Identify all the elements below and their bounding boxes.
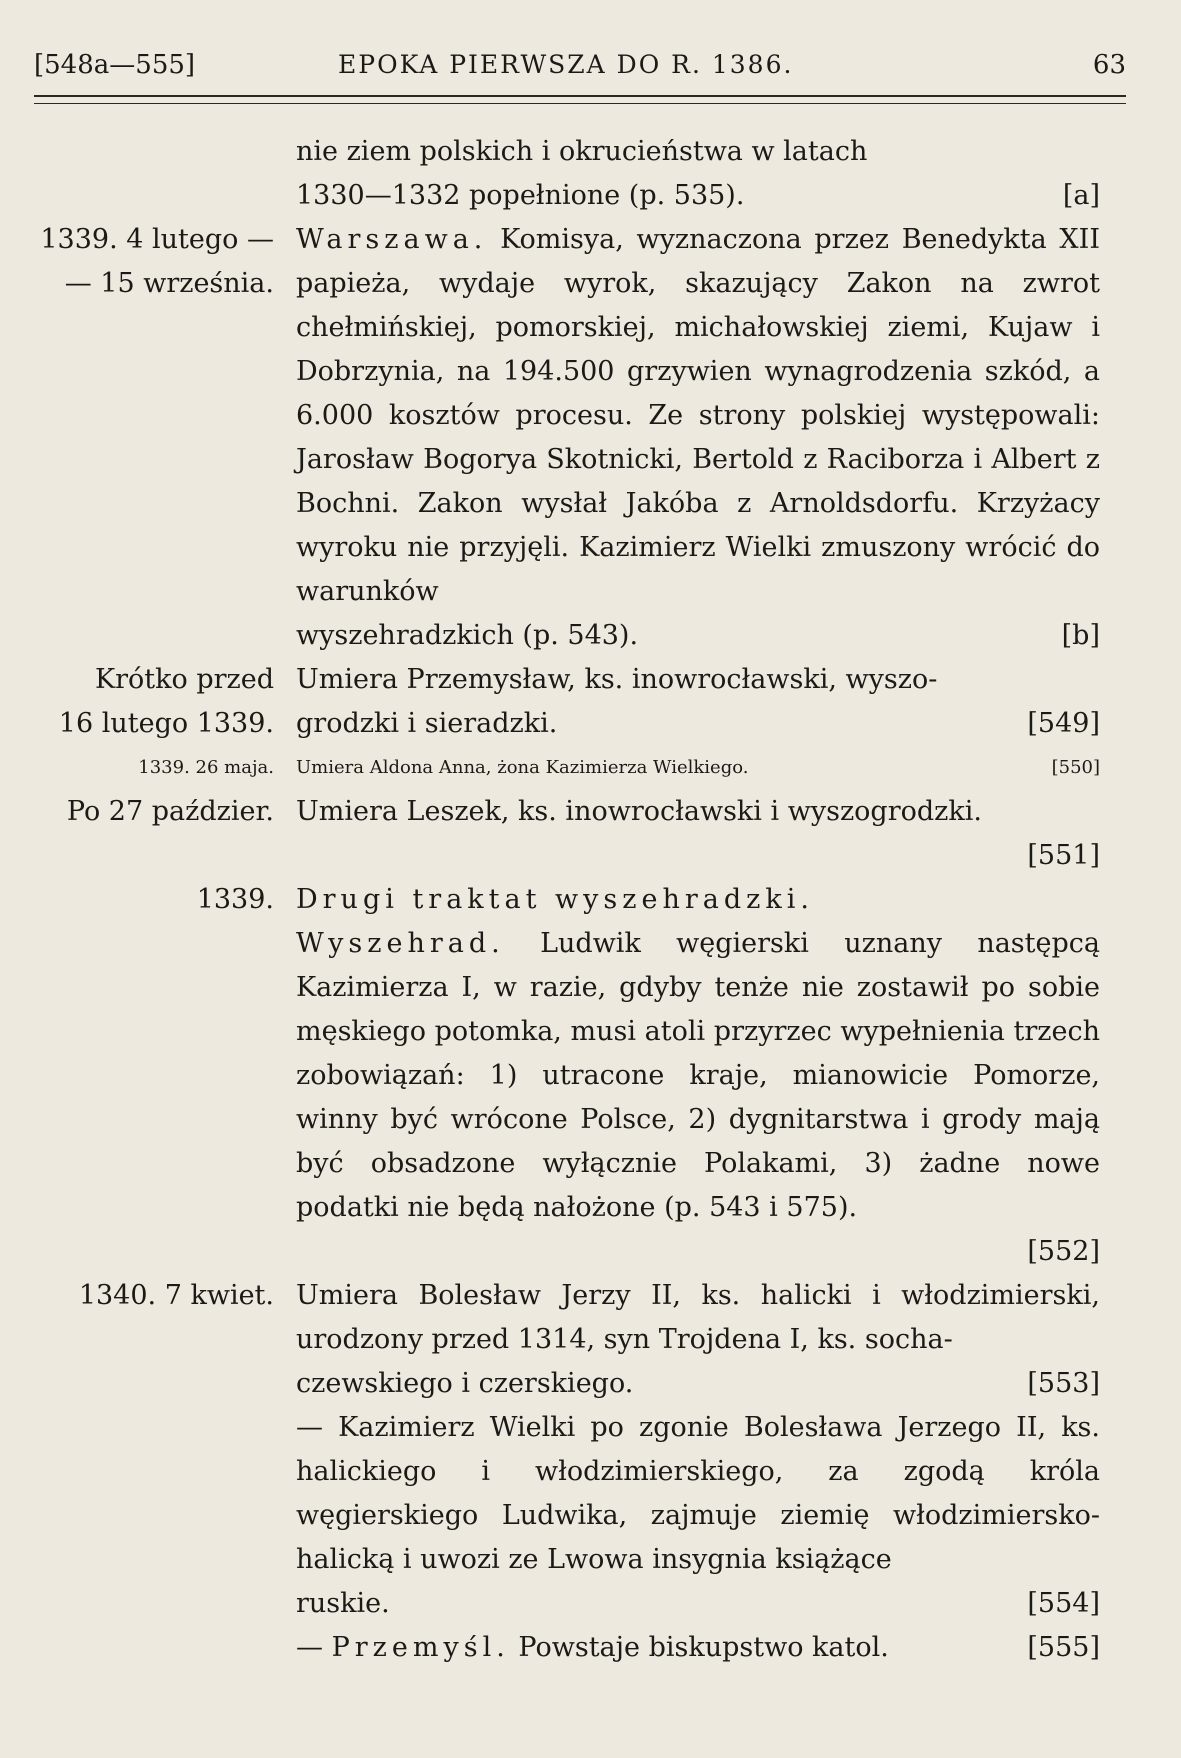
entry-date [34, 218, 296, 306]
entry-ref: [551] [1027, 840, 1100, 871]
entry-line: nie ziem polskich i okrucieństwa w latach [296, 136, 868, 167]
entry-text [296, 130, 1100, 218]
entry-date [34, 658, 296, 746]
header-range: [548a—555] [34, 50, 196, 80]
entry-date [34, 1274, 296, 1318]
entry-text [296, 1626, 1100, 1670]
entry-line-text: wyszehradzkich (p. 543). [296, 620, 639, 651]
entry-text [296, 878, 1100, 1274]
entry-body: Umiera Leszek, ks. inowrocławski i wyszogrodzki. [296, 796, 982, 827]
entry-550 [34, 746, 1132, 790]
running-header [34, 50, 1126, 94]
entry-last-line [296, 1362, 1100, 1406]
entry-date [34, 746, 296, 790]
entry-text [296, 746, 1100, 790]
entry-body: — Kazimierz Wielki po zgonie Bolesława Jerzego II, ks. halickiego i włodzimierskiego, za zgodą króla węgierskiego Ludwika, zajmuje ziemię włodzimiersko-halicką i uwozi ze Lwowa insygnia książące [296, 1412, 1100, 1575]
entry-paragraph [296, 218, 1100, 614]
entry-date-line: — 15 września. [64, 268, 274, 299]
entry-body: Ludwik węgierski uznany następcą Kazimierza I, w razie, gdyby tenże nie zostawił po sobie męskiego potomka, musi atoli przyrzec wypełnienia trzech zobowiązań: 1) utracone kraje, mianowicie Pomorze, winny być wrócone Polsce, 2) dygnitarstwa i grody mają być obsadzone wyłącznie Polakami, 3) żadne nowe podatki nie będą nałożone (p. 543 i 575). [296, 928, 1100, 1223]
entry-ref: [a] [1062, 180, 1100, 211]
entry-551 [34, 790, 1132, 878]
entry-date-line: 1339. [196, 884, 274, 915]
entry-date [34, 790, 296, 834]
entry-last-line [296, 174, 1100, 218]
entry-ref: [552] [1027, 1236, 1100, 1267]
entry-ref: [555] [1027, 1632, 1100, 1663]
entry-date-line: 16 lutego 1339. [58, 708, 274, 739]
entry-ref: [554] [1027, 1588, 1100, 1619]
entry-date-line: 1339. 4 lutego — [40, 224, 274, 255]
place-name: Wyszehrad. [296, 928, 505, 959]
page-body [34, 130, 1132, 1670]
entry-warszawa [34, 218, 1132, 658]
entry-paragraph [296, 922, 1100, 1230]
entry-text [296, 218, 1100, 658]
entry-553 [34, 1274, 1132, 1406]
entry-last-line [296, 746, 1100, 790]
header-rule [34, 95, 1126, 104]
entry-text [296, 658, 1100, 746]
entry-line-text: grodzki i sieradzki. [296, 708, 558, 739]
entry-549 [34, 658, 1132, 746]
entry-date-line: Po 27 paździer. [66, 796, 274, 827]
entry-body: Komisya, wyznaczona przez Benedykta XII papieża, wydaje wyrok, skazujący Zakon na zwrot chełmińskiej, pomorskiej, michałowskiej ziemi, Kujaw i Dobrzynia, na 194.500 grzywien wynagrodzenia szkód, a 6.000 kosztów procesu. Ze strony polskiej występowali: Jarosław Bogorya Skotnicki, Bertold z Raciborza i Albert z Bochni. Zakon wysłał Jakóba z Arnoldsdorfu. Krzyżacy wyroku nie przyjęli. Kazimierz Wielki zmuszony wrócić do warunków [296, 224, 1100, 607]
entry-text [296, 1406, 1100, 1626]
entry-text [296, 1274, 1100, 1406]
entry-555 [34, 1626, 1132, 1670]
entry-last-line [296, 1582, 1100, 1626]
entry-date-line: Krótko przed [94, 664, 274, 695]
entry-date [34, 878, 296, 922]
entry-line-text: 1330—1332 popełnione (p. 535). [296, 180, 745, 211]
place-name: Przemyśl. [331, 1632, 510, 1663]
entry-body: Powstaje biskupstwo katol. [518, 1632, 889, 1663]
entry-last-line [296, 834, 1100, 878]
entry-552 [34, 878, 1132, 1274]
entry-554 [34, 1406, 1132, 1626]
entry-ref: [550] [1051, 757, 1100, 778]
place-name: Warszawa. [296, 224, 488, 255]
entry-ref: [553] [1027, 1368, 1100, 1399]
header-title: EPOKA PIERWSZA DO R. 1386. [338, 50, 794, 79]
entry-line-text [296, 1626, 889, 1670]
entry-date-line: 1339. 26 maja. [138, 757, 274, 778]
entry-ref: [b] [1061, 620, 1100, 651]
entry-line-text: ruskie. [296, 1588, 390, 1619]
entry-last-line [296, 702, 1100, 746]
entry-continuation [34, 130, 1132, 218]
entry-text [296, 790, 1100, 878]
entry-line-text: czewskiego i czerskiego. [296, 1368, 634, 1399]
page-number: 63 [1092, 50, 1126, 80]
entry-heading: Drugi traktat wyszehradzki. [296, 884, 814, 915]
entry-date-line: 1340. 7 kwiet. [78, 1280, 274, 1311]
entry-last-line [296, 1230, 1100, 1274]
entry-body: Umiera Przemysław, ks. inowrocławski, wyszo- [296, 664, 938, 695]
entry-body: Umiera Bolesław Jerzy II, ks. halicki i włodzimierski, urodzony przed 1314, syn Trojdena I, ks. socha- [296, 1280, 1100, 1355]
entry-last-line [296, 1626, 1100, 1670]
entry-dash: — [296, 1632, 323, 1663]
entry-line-text: Umiera Aldona Anna, żona Kazimierza Wielkiego. [296, 757, 749, 778]
entry-last-line [296, 614, 1100, 658]
entry-ref: [549] [1027, 708, 1100, 739]
